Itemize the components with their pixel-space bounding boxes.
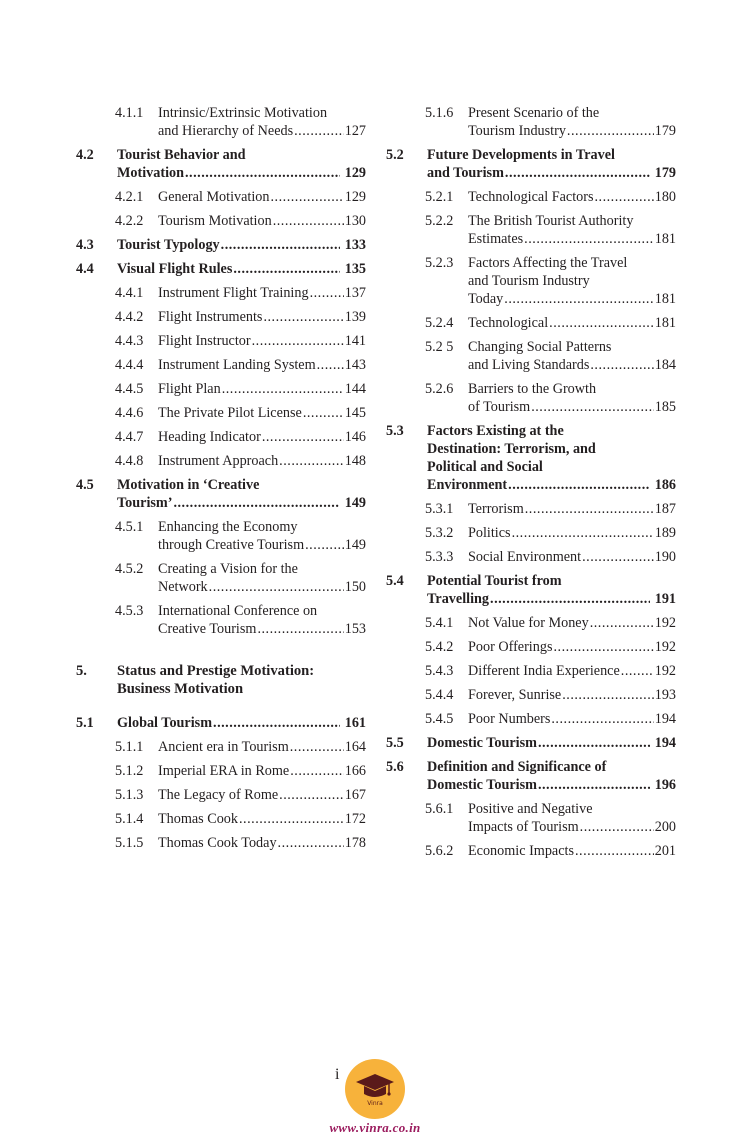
toc-section-number: 4.2 <box>76 147 94 163</box>
toc-section-number: 5.1.4 <box>115 811 144 827</box>
dot-leader <box>233 260 339 278</box>
dot-leader <box>173 494 339 512</box>
toc-entry-sub[interactable] <box>386 314 676 332</box>
toc-page-number: 192 <box>654 639 676 655</box>
dot-leader <box>209 578 344 596</box>
toc-entry-title: Positive and Negative <box>468 801 593 817</box>
toc-section-number: 5.3.2 <box>425 525 454 541</box>
toc-entry-title: Technological Factors <box>468 189 594 205</box>
toc-section-number: 4.4 <box>76 261 94 277</box>
toc-page-number: 137 <box>344 285 366 301</box>
toc-entry-title: Business Motivation <box>117 681 244 697</box>
toc-section-number: 4.4.7 <box>115 429 144 445</box>
toc-section-number: 4.4.4 <box>115 357 144 373</box>
toc-section-number: 4.2.1 <box>115 189 144 205</box>
toc-section-number: 5.1 <box>76 715 94 731</box>
toc-entry-title: Destination: Terrorism, and <box>427 441 596 457</box>
toc-entry-title: Motivation in ‘Creative <box>117 477 260 493</box>
toc-entry-title: Enhancing the Economy <box>158 519 298 535</box>
toc-section-number: 5.3.3 <box>425 549 454 565</box>
toc-page-number: 200 <box>654 819 676 835</box>
toc-entry-main[interactable] <box>386 758 676 794</box>
toc-entry-sub[interactable] <box>76 738 366 756</box>
toc-page-number: 194 <box>654 735 676 751</box>
toc-page-number: 189 <box>654 525 676 541</box>
toc-page-number: 149 <box>344 537 366 553</box>
toc-page-number: 141 <box>344 333 366 349</box>
toc-entry-title: Terrorism <box>468 501 524 517</box>
toc-entry-title: Technological <box>468 315 549 331</box>
toc-entry-title: Political and Social <box>427 459 543 475</box>
toc-entry-title: Motivation <box>117 165 184 181</box>
toc-entry-title: Heading Indicator <box>158 429 261 445</box>
dot-leader <box>621 662 654 680</box>
toc-section-number: 5.1.5 <box>115 835 144 851</box>
toc-page-number: 143 <box>344 357 366 373</box>
dot-leader <box>582 548 654 566</box>
toc-page-number: 166 <box>344 763 366 779</box>
toc-page-number: 184 <box>654 357 676 373</box>
toc-entry-sub[interactable] <box>76 452 366 470</box>
toc-section-number: 4.1.1 <box>115 105 144 121</box>
dot-leader <box>185 164 340 182</box>
toc-section-number: 5.2.6 <box>425 381 454 397</box>
dot-leader <box>525 500 654 518</box>
dot-leader <box>505 164 650 182</box>
toc-entry-sub[interactable] <box>76 356 366 374</box>
dot-leader <box>590 614 654 632</box>
toc-entry-sub[interactable] <box>76 404 366 422</box>
toc-entry-sub[interactable] <box>386 662 676 680</box>
dot-leader <box>222 380 344 398</box>
toc-entry-title: General Motivation <box>158 189 270 205</box>
toc-entry-title: Barriers to the Growth <box>468 381 597 397</box>
toc-page-number: 181 <box>654 315 676 331</box>
toc-entry-sub[interactable] <box>386 710 676 728</box>
toc-page-number: 179 <box>654 123 676 139</box>
toc-entry-title: The Legacy of Rome <box>158 787 279 803</box>
toc-entry-title: Instrument Flight Training <box>158 285 309 301</box>
dot-leader <box>221 236 340 254</box>
toc-entry-title: Factors Existing at the <box>427 423 564 439</box>
toc-section-number: 4.4.1 <box>115 285 144 301</box>
toc-entry-sub[interactable] <box>386 614 676 632</box>
toc-entry-title: Flight Instruments <box>158 309 263 325</box>
toc-entry-title: Poor Offerings <box>468 639 553 655</box>
toc-entry-title: and Living Standards <box>468 357 590 373</box>
toc-page-number: 139 <box>344 309 366 325</box>
toc-section-number: 4.4.8 <box>115 453 144 469</box>
svg-text:Vinra: Vinra <box>367 1100 383 1107</box>
toc-section-number: 5.6.2 <box>425 843 454 859</box>
dot-leader <box>590 356 653 374</box>
toc-entry-title: Forever, Sunrise <box>468 687 562 703</box>
dot-leader <box>553 638 653 656</box>
toc-section-number: 5.2.1 <box>425 189 454 205</box>
toc-entry-title: Flight Instructor <box>158 333 251 349</box>
toc-page-number: 164 <box>344 739 366 755</box>
dot-leader <box>257 620 343 638</box>
dot-leader <box>252 332 344 350</box>
toc-page-number: 187 <box>654 501 676 517</box>
toc-entry-title: Politics <box>468 525 511 541</box>
toc-section-number: 5.3 <box>386 423 404 439</box>
toc-page-number: 191 <box>654 591 676 607</box>
toc-page-number: 161 <box>344 715 366 731</box>
toc-entry-title: Tourism’ <box>117 495 173 511</box>
dot-leader <box>567 122 654 140</box>
toc-entry-sub[interactable] <box>386 524 676 542</box>
toc-section-number: 4.5.3 <box>115 603 144 619</box>
toc-entry-title: Network <box>158 579 208 595</box>
toc-entry-title: Tourism Motivation <box>158 213 272 229</box>
toc-entry-sub[interactable] <box>76 284 366 302</box>
dot-leader <box>279 786 344 804</box>
dot-leader <box>290 762 344 780</box>
toc-page-number: 201 <box>654 843 676 859</box>
toc-page-number: 186 <box>654 477 676 493</box>
toc-section-number: 5.1.3 <box>115 787 144 803</box>
toc-page-number: 179 <box>654 165 676 181</box>
toc-entry-sub[interactable] <box>76 428 366 446</box>
toc-entry-title: Thomas Cook Today <box>158 835 277 851</box>
dot-leader <box>290 738 344 756</box>
dot-leader <box>213 714 340 732</box>
toc-entry-main[interactable] <box>76 476 366 512</box>
toc-section-number: 5.4.3 <box>425 663 454 679</box>
toc-section-number: 4.4.2 <box>115 309 144 325</box>
toc-entry-main[interactable] <box>386 572 676 608</box>
toc-section-number: 4.3 <box>76 237 94 253</box>
toc-entry-sub[interactable] <box>76 308 366 326</box>
dot-leader <box>524 230 654 248</box>
toc-page-number: 181 <box>654 231 676 247</box>
toc-entry-title: Changing Social Patterns <box>468 339 612 355</box>
toc-section-number: 5.2 <box>386 147 404 163</box>
toc-entry-title: Potential Tourist from <box>427 573 562 589</box>
toc-entry-title: Global Tourism <box>117 715 213 731</box>
toc-entry-sub[interactable] <box>76 212 366 230</box>
toc-entry-sub[interactable] <box>76 834 366 852</box>
toc-entry-sub[interactable] <box>386 638 676 656</box>
dot-leader <box>490 590 650 608</box>
toc-entry-sub[interactable] <box>76 762 366 780</box>
toc-entry-title: Tourism Industry <box>468 123 566 139</box>
toc-entry-title: Creative Tourism <box>158 621 257 637</box>
toc-entry-title: Ancient era in Tourism <box>158 739 289 755</box>
toc-page-number: 194 <box>654 711 676 727</box>
toc-entry-sub[interactable] <box>386 254 676 308</box>
toc-section-number: 4.4.3 <box>115 333 144 349</box>
toc-section-number: 5.4.1 <box>425 615 454 631</box>
dot-leader <box>580 818 654 836</box>
toc-entry-title: Domestic Tourism <box>427 777 537 793</box>
dot-leader <box>562 686 654 704</box>
toc-page-number: 133 <box>344 237 366 253</box>
toc-entry-sub[interactable] <box>76 786 366 804</box>
dot-leader <box>594 188 653 206</box>
toc-section-number: 5.5 <box>386 735 404 751</box>
toc-section-number: 4.2.2 <box>115 213 144 229</box>
toc-section-number: 5.3.1 <box>425 501 454 517</box>
dot-leader <box>538 776 650 794</box>
toc-entry-title: through Creative Tourism <box>158 537 305 553</box>
toc-section-number: 5.2.4 <box>425 315 454 331</box>
dot-leader <box>531 398 654 416</box>
toc-page-number: 146 <box>344 429 366 445</box>
dot-leader <box>512 524 654 542</box>
toc-page-number: 181 <box>654 291 676 307</box>
toc-page-number: 192 <box>654 663 676 679</box>
toc-page-number: 127 <box>344 123 366 139</box>
toc-entry-title: Factors Affecting the Travel <box>468 255 628 271</box>
toc-section-number: 4.5 <box>76 477 94 493</box>
toc-page-number: 129 <box>344 165 366 181</box>
website-url: www.vinra.co.in <box>329 1120 421 1135</box>
toc-entry-sub[interactable] <box>386 188 676 206</box>
toc-entry-title: Not Value for Money <box>468 615 589 631</box>
toc-entry-sub[interactable] <box>76 332 366 350</box>
toc-entry-sub[interactable] <box>386 380 676 416</box>
toc-entry-title: and Tourism Industry <box>468 273 590 289</box>
toc-entry-title: Instrument Approach <box>158 453 279 469</box>
toc-entry-title: Future Developments in Travel <box>427 147 615 163</box>
toc-page-number: 150 <box>344 579 366 595</box>
toc-page-number: 172 <box>344 811 366 827</box>
dot-leader <box>310 284 344 302</box>
toc-entry-title: Different India Experience <box>468 663 620 679</box>
dot-leader <box>305 536 344 554</box>
toc-entry-main[interactable] <box>76 260 366 278</box>
dot-leader <box>303 404 344 422</box>
toc-entry-sub[interactable] <box>386 104 676 140</box>
toc-entry-title: of Tourism <box>468 399 531 415</box>
toc-right-column <box>386 104 676 860</box>
toc-page-number: 148 <box>344 453 366 469</box>
dot-leader <box>279 452 344 470</box>
dot-leader <box>262 428 344 446</box>
toc-entry-main[interactable] <box>76 146 366 182</box>
toc-entry-title: Imperial ERA in Rome <box>158 763 290 779</box>
dot-leader <box>263 308 343 326</box>
toc-entry-sub[interactable] <box>386 800 676 836</box>
toc-entry-title: Instrument Landing System <box>158 357 316 373</box>
toc-entry-sub[interactable] <box>76 104 366 140</box>
graduation-cap-icon <box>355 1071 395 1107</box>
toc-section-number: 5.4 <box>386 573 404 589</box>
dot-leader <box>278 834 344 852</box>
toc-entry-sub[interactable] <box>386 500 676 518</box>
toc-entry-title: The Private Pilot License <box>158 405 302 421</box>
dot-leader <box>575 842 654 860</box>
toc-entry-sub[interactable] <box>76 380 366 398</box>
toc-page-number: 185 <box>654 399 676 415</box>
toc-section-number: 5.1.1 <box>115 739 144 755</box>
toc-entry-title: Tourist Behavior and <box>117 147 246 163</box>
toc-entry-title: Status and Prestige Motivation: <box>117 663 315 679</box>
toc-entry-sub[interactable] <box>76 810 366 828</box>
toc-entry-title: Visual Flight Rules <box>117 261 233 277</box>
toc-section-number: 4.4.5 <box>115 381 144 397</box>
toc-entry-title: Poor Numbers <box>468 711 551 727</box>
page-number: i <box>335 1066 340 1083</box>
toc-entry-title: International Conference on <box>158 603 318 619</box>
toc-entry-title: Thomas Cook <box>158 811 238 827</box>
toc-entry-title: Creating a Vision for the <box>158 561 298 577</box>
toc-section-number: 5.4.4 <box>425 687 454 703</box>
toc-page-number: 129 <box>344 189 366 205</box>
toc-entry-sub[interactable] <box>76 518 366 554</box>
dot-leader <box>317 356 344 374</box>
toc-entry-title: Today <box>468 291 504 307</box>
toc-entry-title: Social Environment <box>468 549 582 565</box>
toc-page-number: 130 <box>344 213 366 229</box>
toc-section-number: 4.5.1 <box>115 519 144 535</box>
toc-section-number: 5.2.2 <box>425 213 454 229</box>
toc-entry-title: The British Tourist Authority <box>468 213 634 229</box>
toc-section-number: 4.5.2 <box>115 561 144 577</box>
toc-page-number: 153 <box>344 621 366 637</box>
toc-section-number: 5. <box>76 663 87 679</box>
dot-leader <box>549 314 654 332</box>
dot-leader <box>294 122 344 140</box>
toc-entry-title: Environment <box>427 477 508 493</box>
dot-leader <box>551 710 653 728</box>
toc-entry-sub[interactable] <box>386 686 676 704</box>
toc-entry-main[interactable] <box>76 236 366 254</box>
toc-section-number: 4.4.6 <box>115 405 144 421</box>
toc-entry-sub[interactable] <box>386 842 676 860</box>
toc-entry-title: Economic Impacts <box>468 843 574 859</box>
toc-section-number: 5.2 5 <box>425 339 454 355</box>
toc-page-number: 145 <box>344 405 366 421</box>
toc-entry-main[interactable] <box>386 146 676 182</box>
dot-leader <box>508 476 650 494</box>
toc-entry-sub[interactable] <box>76 188 366 206</box>
toc-entry-title: and Tourism <box>427 165 504 181</box>
toc-entry-sub[interactable] <box>386 212 676 248</box>
toc-entry-main[interactable] <box>386 422 676 494</box>
toc-page-number: 190 <box>654 549 676 565</box>
toc-entry-title: Flight Plan <box>158 381 221 397</box>
toc-page-number: 193 <box>654 687 676 703</box>
toc-entry-title: Impacts of Tourism <box>468 819 579 835</box>
dot-leader <box>271 188 344 206</box>
toc-entry-title: Intrinsic/Extrinsic Motivation <box>158 105 328 121</box>
toc-entry-sub[interactable] <box>386 338 676 374</box>
vinra-logo <box>345 1059 405 1119</box>
toc-section-number: 5.1.6 <box>425 105 454 121</box>
toc-entry-title: Estimates <box>468 231 524 247</box>
toc-section-number: 5.2.3 <box>425 255 454 271</box>
toc-entry-title: Domestic Tourism <box>427 735 537 751</box>
toc-page-number: 196 <box>654 777 676 793</box>
dot-leader <box>504 290 653 308</box>
toc-entry-main[interactable] <box>76 714 366 732</box>
toc-section-number: 5.1.2 <box>115 763 144 779</box>
toc-section-number: 5.6 <box>386 759 404 775</box>
toc-entry-sub[interactable] <box>76 560 366 596</box>
toc-page-number: 144 <box>344 381 366 397</box>
dot-leader <box>538 734 650 752</box>
toc-entry-title: Present Scenario of the <box>468 105 600 121</box>
dot-leader <box>273 212 344 230</box>
toc-entry-title: Travelling <box>427 591 490 607</box>
toc-page-number: 180 <box>654 189 676 205</box>
toc-section-number: 5.6.1 <box>425 801 454 817</box>
toc-page-number: 192 <box>654 615 676 631</box>
toc-section-number: 5.4.5 <box>425 711 454 727</box>
toc-entry-chapter[interactable] <box>76 662 366 698</box>
toc-entry-title: Definition and Significance of <box>427 759 607 775</box>
toc-entry-sub[interactable] <box>386 548 676 566</box>
toc-page-number: 167 <box>344 787 366 803</box>
dot-leader <box>239 810 344 828</box>
toc-page-number: 135 <box>344 261 366 277</box>
toc-entry-main[interactable] <box>386 734 676 752</box>
toc-left-column <box>76 104 366 852</box>
toc-page-number: 178 <box>344 835 366 851</box>
toc-entry-title: Tourist Typology <box>117 237 220 253</box>
toc-entry-sub[interactable] <box>76 602 366 638</box>
toc-entry-title: and Hierarchy of Needs <box>158 123 294 139</box>
toc-page-number: 149 <box>344 495 366 511</box>
toc-section-number: 5.4.2 <box>425 639 454 655</box>
